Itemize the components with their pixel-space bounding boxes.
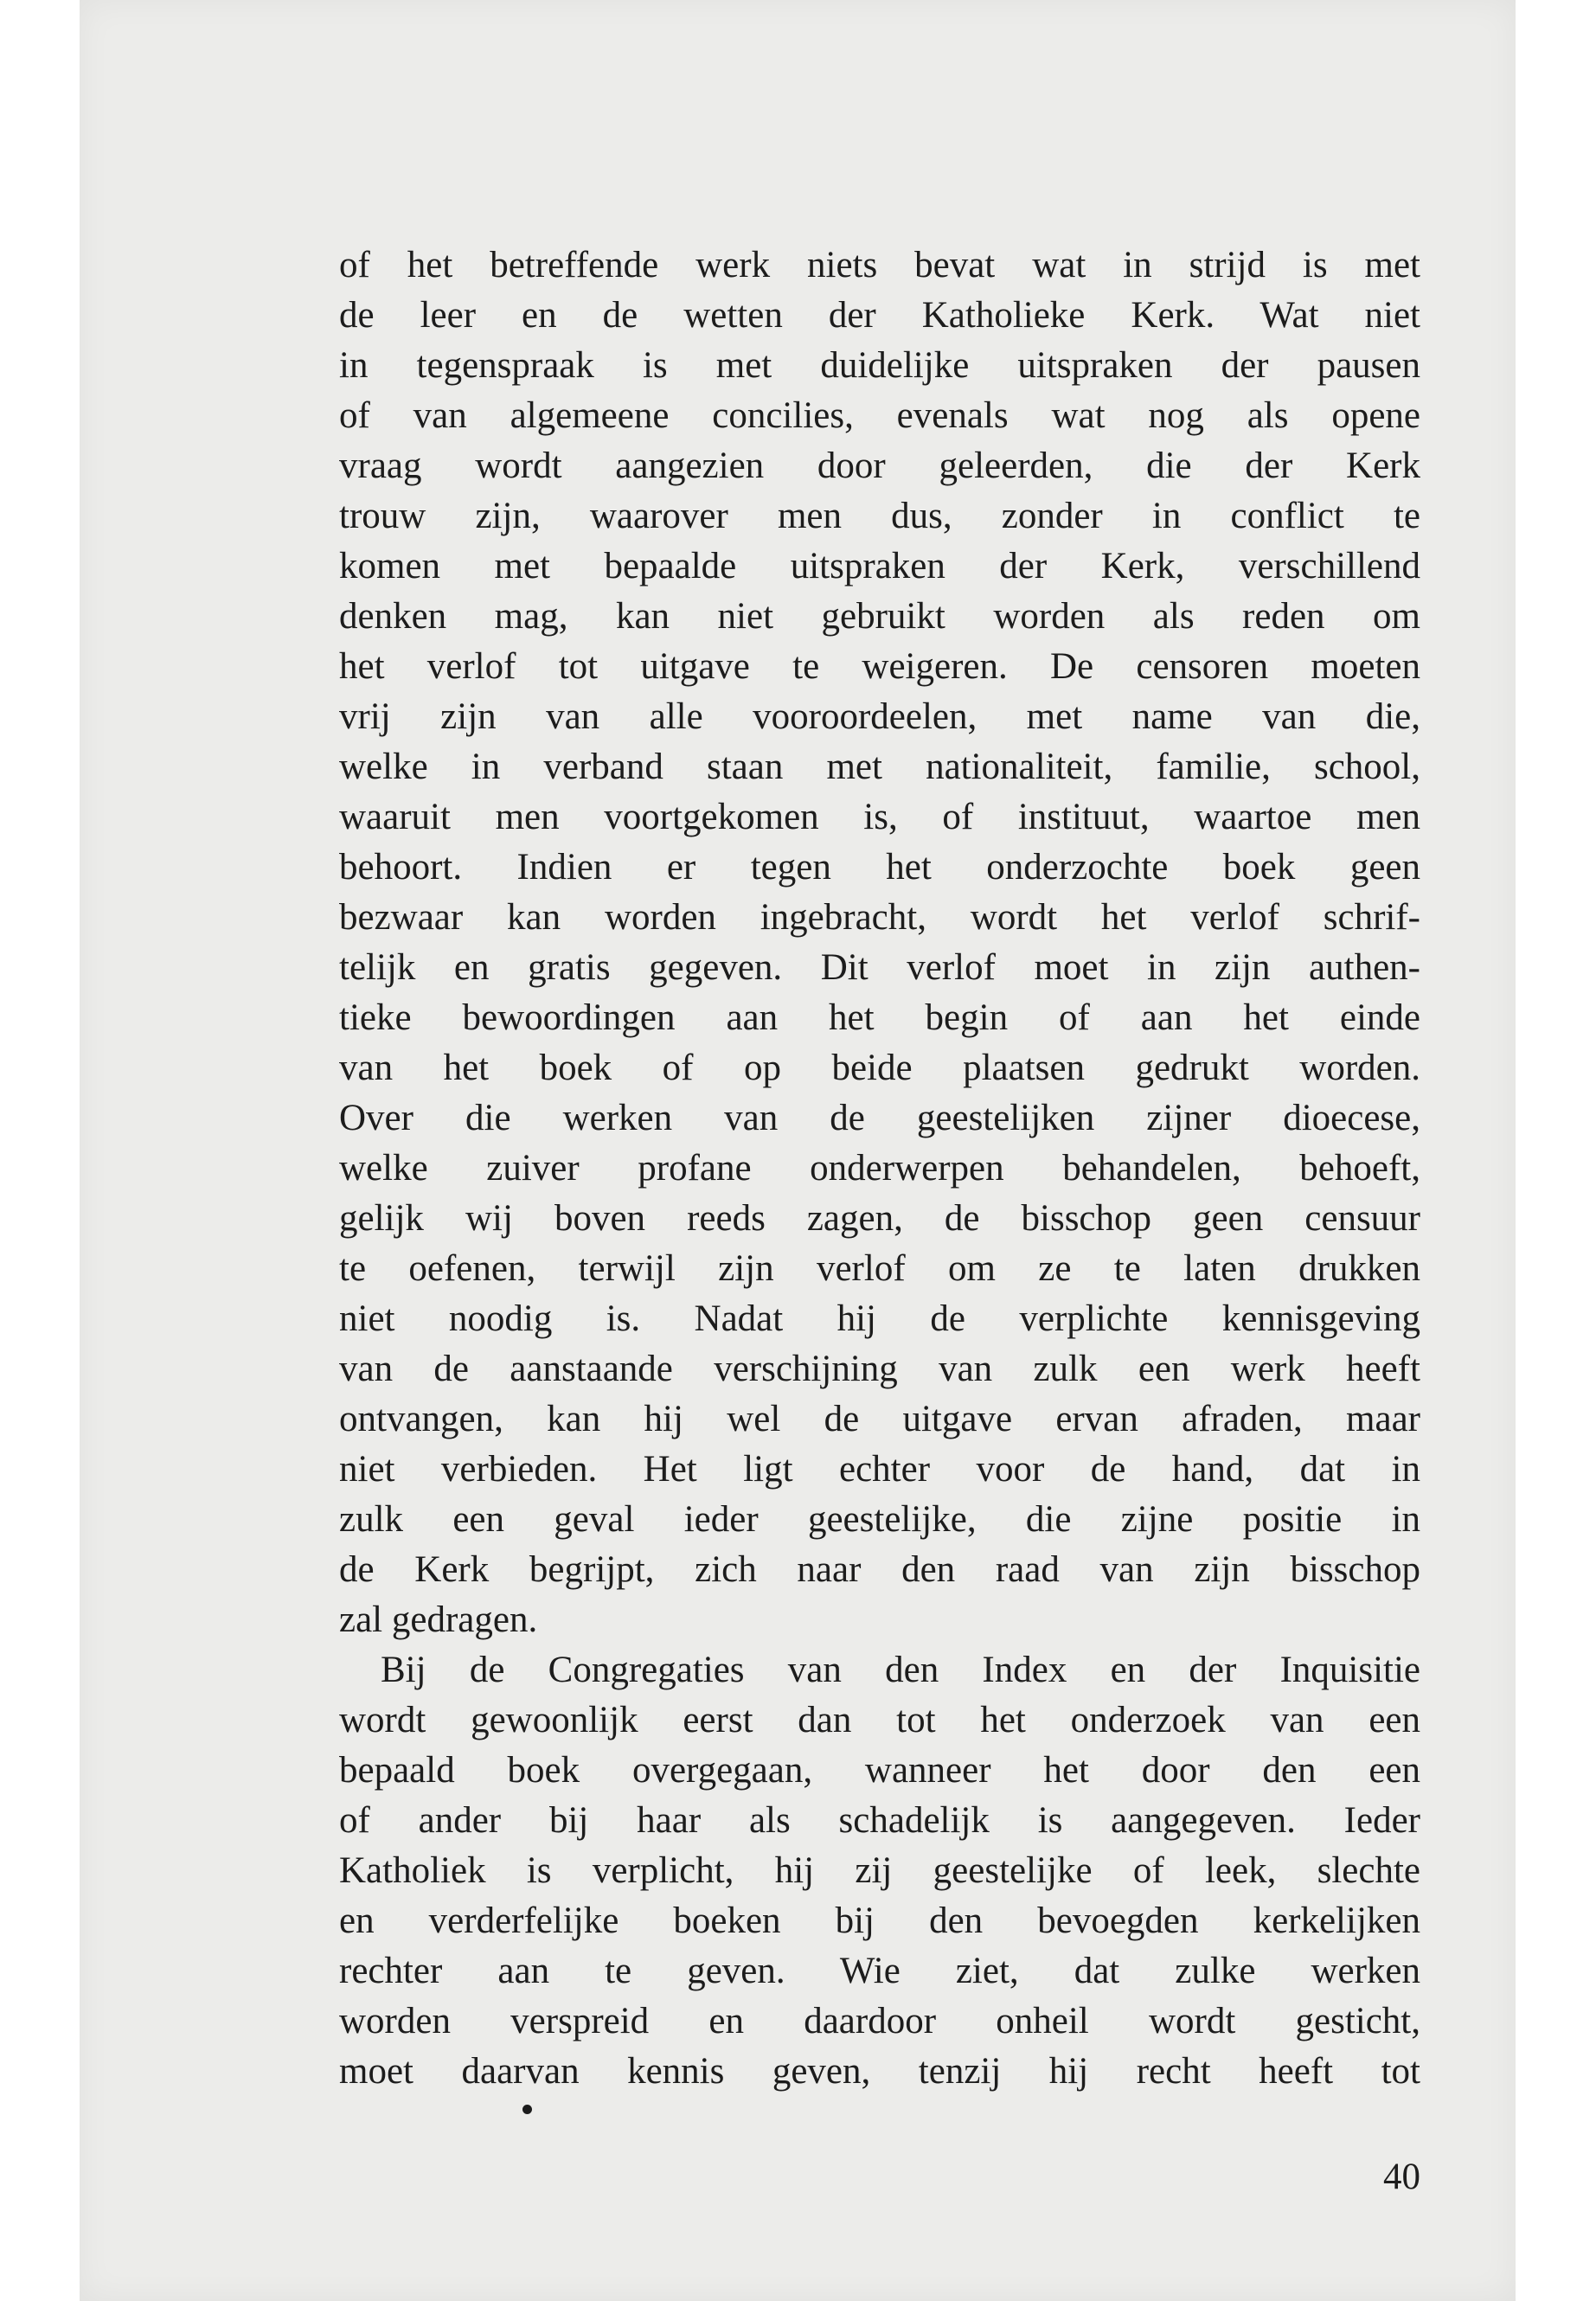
text-line: de leer en de wetten der Katholieke Kerk. Wat niet [339,295,1420,336]
text-line: moet daarvan kennis geven, tenzij hij recht heeft tot [339,2051,1420,2092]
text-line: en verderfelijke boeken bij den bevoegden kerkelijken [339,1900,1420,1941]
text-line: vraag wordt aangezien door geleerden, die der Kerk [339,445,1420,486]
text-line: Bij de Congregaties van den Index en der Inquisitie [381,1650,1420,1690]
text-line: komen met bepaalde uitspraken der Kerk, verschillend [339,546,1420,586]
text-line: of van algemeene concilies, evenals wat nog als opene [339,395,1420,436]
text-line: bezwaar kan worden ingebracht, wordt het verlof schrif- [339,897,1420,938]
scan-margin-left [0,0,80,2301]
signature-mark-dot [522,2105,532,2114]
page-number: 40 [1383,2157,1420,2197]
text-line: niet noodig is. Nadat hij de verplichte kennisgeving [339,1298,1420,1339]
text-line: Over die werken van de geestelijken zijner dioecese, [339,1098,1420,1138]
text-line: te oefenen, terwijl zijn verlof om ze te laten drukken [339,1248,1420,1289]
text-line: gelijk wij boven reeds zagen, de bisschop geen censuur [339,1198,1420,1239]
text-line: de Kerk begrijpt, zich naar den raad van zijn bisschop [339,1549,1420,1590]
text-line: zulk een geval ieder geestelijke, die zijne positie in [339,1499,1420,1540]
text-line: trouw zijn, waarover men dus, zonder in conflict te [339,496,1420,536]
scan-margin-right [1516,0,1596,2301]
text-line: ontvangen, kan hij wel de uitgave ervan afraden, maar [339,1399,1420,1439]
text-line: niet verbieden. Het ligt echter voor de hand, dat in [339,1449,1420,1490]
text-line: in tegenspraak is met duidelijke uitspraken der pausen [339,345,1420,386]
body-text [339,240,1420,2097]
text-line: rechter aan te geven. Wie ziet, dat zulke werken [339,1951,1420,1991]
paragraph-2 [339,1645,1420,2097]
text-line: Katholiek is verplicht, hij zij geestelijke of leek, slechte [339,1850,1420,1891]
text-line: zal gedragen. [339,1599,538,1640]
text-line: telijk en gratis gegeven. Dit verlof moet in zijn authen- [339,947,1420,988]
text-line: vrij zijn van alle vooroordeelen, met name van die, [339,696,1420,737]
text-line: of ander bij haar als schadelijk is aangegeven. Ieder [339,1800,1420,1841]
text-line: worden verspreid en daardoor onheil wordt gesticht, [339,2001,1420,2041]
text-line: wordt gewoonlijk eerst dan tot het onderzoek van een [339,1700,1420,1740]
text-line: van het boek of op beide plaatsen gedrukt worden. [339,1048,1420,1088]
text-line: welke zuiver profane onderwerpen behandelen, behoeft, [339,1148,1420,1189]
text-line: of het betreffende werk niets bevat wat in strijd is met [339,245,1420,285]
text-line: behoort. Indien er tegen het onderzochte boek geen [339,847,1420,888]
text-line: het verlof tot uitgave te weigeren. De censoren moeten [339,646,1420,687]
text-line: van de aanstaande verschijning van zulk een werk heeft [339,1349,1420,1389]
text-line: waaruit men voortgekomen is, of instituut, waartoe men [339,797,1420,837]
text-line: tieke bewoordingen aan het begin of aan het einde [339,997,1420,1038]
text-line: bepaald boek overgegaan, wanneer het door den een [339,1750,1420,1791]
text-line: denken mag, kan niet gebruikt worden als reden om [339,596,1420,637]
paragraph-1 [339,240,1420,1645]
text-line: welke in verband staan met nationaliteit, familie, school, [339,747,1420,787]
